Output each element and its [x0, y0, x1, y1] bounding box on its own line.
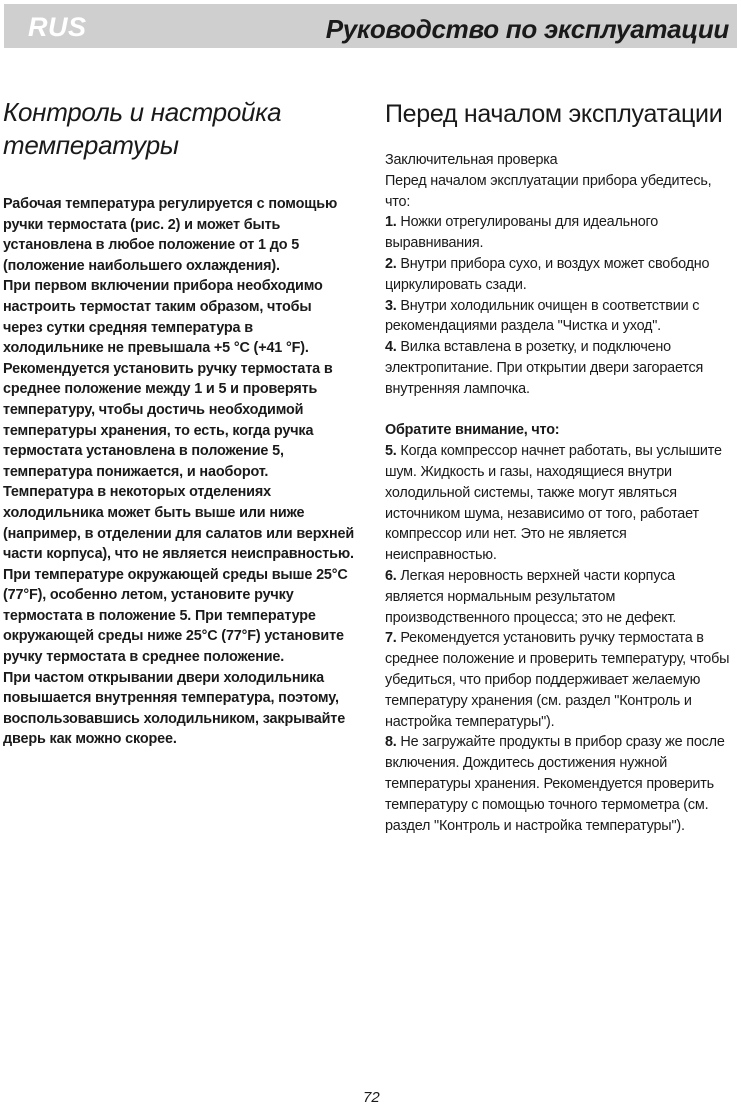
- text-line: дверь как можно скорее.: [3, 731, 177, 748]
- text-line: среднее положение между 1 и 5 и проверять: [3, 381, 318, 398]
- item-number: 3.: [385, 297, 397, 314]
- text-line: компрессор или нет. Это не является: [385, 526, 627, 543]
- item-number: 7.: [385, 630, 397, 647]
- text-line: При температуре окружающей среды выше 25°С: [3, 566, 348, 583]
- text-line: холодильной системы, также могут являться: [385, 484, 677, 501]
- text-line: термостата установлена в положение 5,: [3, 443, 284, 460]
- text-line: циркулировать сзади.: [385, 276, 527, 293]
- text-line: рекомендациями раздела "Чистка и уход".: [385, 318, 661, 335]
- item-text: Рекомендуется установить ручку термостата в: [396, 630, 704, 647]
- text-line: температуры хранения, то есть, когда ручка: [3, 422, 314, 439]
- text-line: ручки термостата (рис. 2) и может быть: [3, 216, 281, 233]
- checklist-item: [385, 212, 741, 233]
- text-line: через сутки средняя температура в: [3, 319, 253, 336]
- checklist-item: [385, 628, 741, 649]
- text-line: При первом включении прибора необходимо: [3, 278, 323, 295]
- text-line: температура понижается, и наоборот.: [3, 463, 269, 480]
- text-line: является нормальным результатом: [385, 588, 616, 605]
- text-line: выравнивания.: [385, 235, 484, 252]
- text-line: шум. Жидкость и газы, находящиеся внутри: [385, 463, 672, 480]
- page-number: 72: [363, 1089, 380, 1106]
- text-line: убедиться, что прибор поддерживает желаемую: [385, 671, 701, 688]
- text-line: термостата в положение 5. При температуре: [3, 607, 316, 624]
- text-line: (77°F), особенно летом, установите ручку: [3, 587, 294, 604]
- item-text: Ножки отрегулированы для идеального: [396, 214, 659, 231]
- item-number: 4.: [385, 339, 397, 356]
- item-text: Вилка вставлена в розетку, и подключено: [396, 339, 671, 356]
- item-text: Внутри холодильник очищен в соответствии с: [396, 297, 700, 314]
- checklist-item: [385, 296, 741, 317]
- text-line: ручку термостата в среднее положение.: [3, 649, 285, 666]
- text-line: Рабочая температура регулируется с помощью: [3, 196, 338, 212]
- text-line: (положение наибольшего охлаждения).: [3, 257, 280, 274]
- item-number: 2.: [385, 255, 397, 272]
- text-line: установлена в любое положение от 1 до 5: [3, 237, 300, 254]
- title-line: Контроль и настройка: [3, 97, 282, 127]
- item-number: 5.: [385, 443, 397, 460]
- section-title-temperature: [3, 96, 359, 162]
- text-line: холодильника может быть выше или ниже: [3, 504, 305, 521]
- temperature-control-section: [3, 96, 359, 750]
- header-bar: [4, 4, 737, 48]
- text-line: При частом открывании двери холодильника: [3, 669, 325, 686]
- item-number: 6.: [385, 567, 397, 584]
- text-line: части корпуса), что не является неисправностью.: [3, 546, 354, 563]
- text-line: источником шума, независимо от того, работает: [385, 505, 699, 522]
- checklist-item: [385, 337, 741, 358]
- text-line: (например, в отделении для салатов или верхней: [3, 525, 355, 542]
- text-line: среднее положение и проверить температуру, чтобы: [385, 651, 730, 668]
- text-line: температуру с помощью точного термометра (см.: [385, 796, 709, 813]
- note-title: Обратите внимание, что:: [385, 422, 560, 439]
- text-line: раздел "Контроль и настройка температуры").: [385, 817, 685, 834]
- item-text: Не загружайте продукты в прибор сразу же после: [396, 734, 725, 751]
- before-use-section: [385, 98, 741, 836]
- text-line: что:: [385, 193, 411, 210]
- item-text: Легкая неровность верхней части корпуса: [396, 567, 675, 584]
- text-line: Рекомендуется установить ручку термостата в: [3, 360, 333, 377]
- before-use-text: [385, 150, 741, 836]
- text-line: температуру хранения (см. раздел "Контроль и: [385, 692, 692, 709]
- checklist-item: [385, 732, 741, 753]
- text-line: Перед началом эксплуатации прибора убедитесь,: [385, 172, 712, 189]
- title-line: температуры: [3, 130, 179, 160]
- language-label: RUS: [28, 12, 87, 42]
- text-line: повышается внутренняя температура, поэтому,: [3, 690, 339, 707]
- manual-title: Руководство по эксплуатации: [325, 14, 729, 44]
- text-line: Температура в некоторых отделениях: [3, 484, 271, 501]
- text-line: внутренняя лампочка.: [385, 380, 530, 397]
- item-number: 8.: [385, 734, 397, 751]
- checklist-item: [385, 566, 741, 587]
- text-line: производственного процесса; это не дефект.: [385, 609, 677, 626]
- checklist-item: [385, 441, 741, 462]
- temperature-text: [3, 194, 359, 750]
- text-line: температуру, чтобы достичь необходимой: [3, 401, 304, 418]
- text-line: настроить термостат таким образом, чтобы: [3, 298, 312, 315]
- text-line: настройка температуры").: [385, 713, 555, 730]
- text-line: температуры хранения. Рекомендуется проверить: [385, 775, 714, 792]
- item-text: Когда компрессор начнет работать, вы услышите: [396, 443, 722, 460]
- text-line: неисправностью.: [385, 547, 497, 564]
- text-line: холодильнике не превышала +5 °С (+41 °F).: [3, 340, 309, 357]
- item-number: 1.: [385, 214, 397, 231]
- checklist-item: [385, 254, 741, 275]
- text-line: окружающей среды ниже 25°С (77°F) установите: [3, 628, 344, 645]
- section-title-before-use: Перед началом эксплуатации: [385, 100, 723, 128]
- text-line: электропитание. При открытии двери загорается: [385, 359, 704, 376]
- text-line: включения. Дождитесь достижения нужной: [385, 755, 668, 772]
- item-text: Внутри прибора сухо, и воздух может свободно: [396, 255, 710, 272]
- text-line: воспользовавшись холодильником, закрывайте: [3, 710, 346, 727]
- text-line: Заключительная проверка: [385, 152, 558, 168]
